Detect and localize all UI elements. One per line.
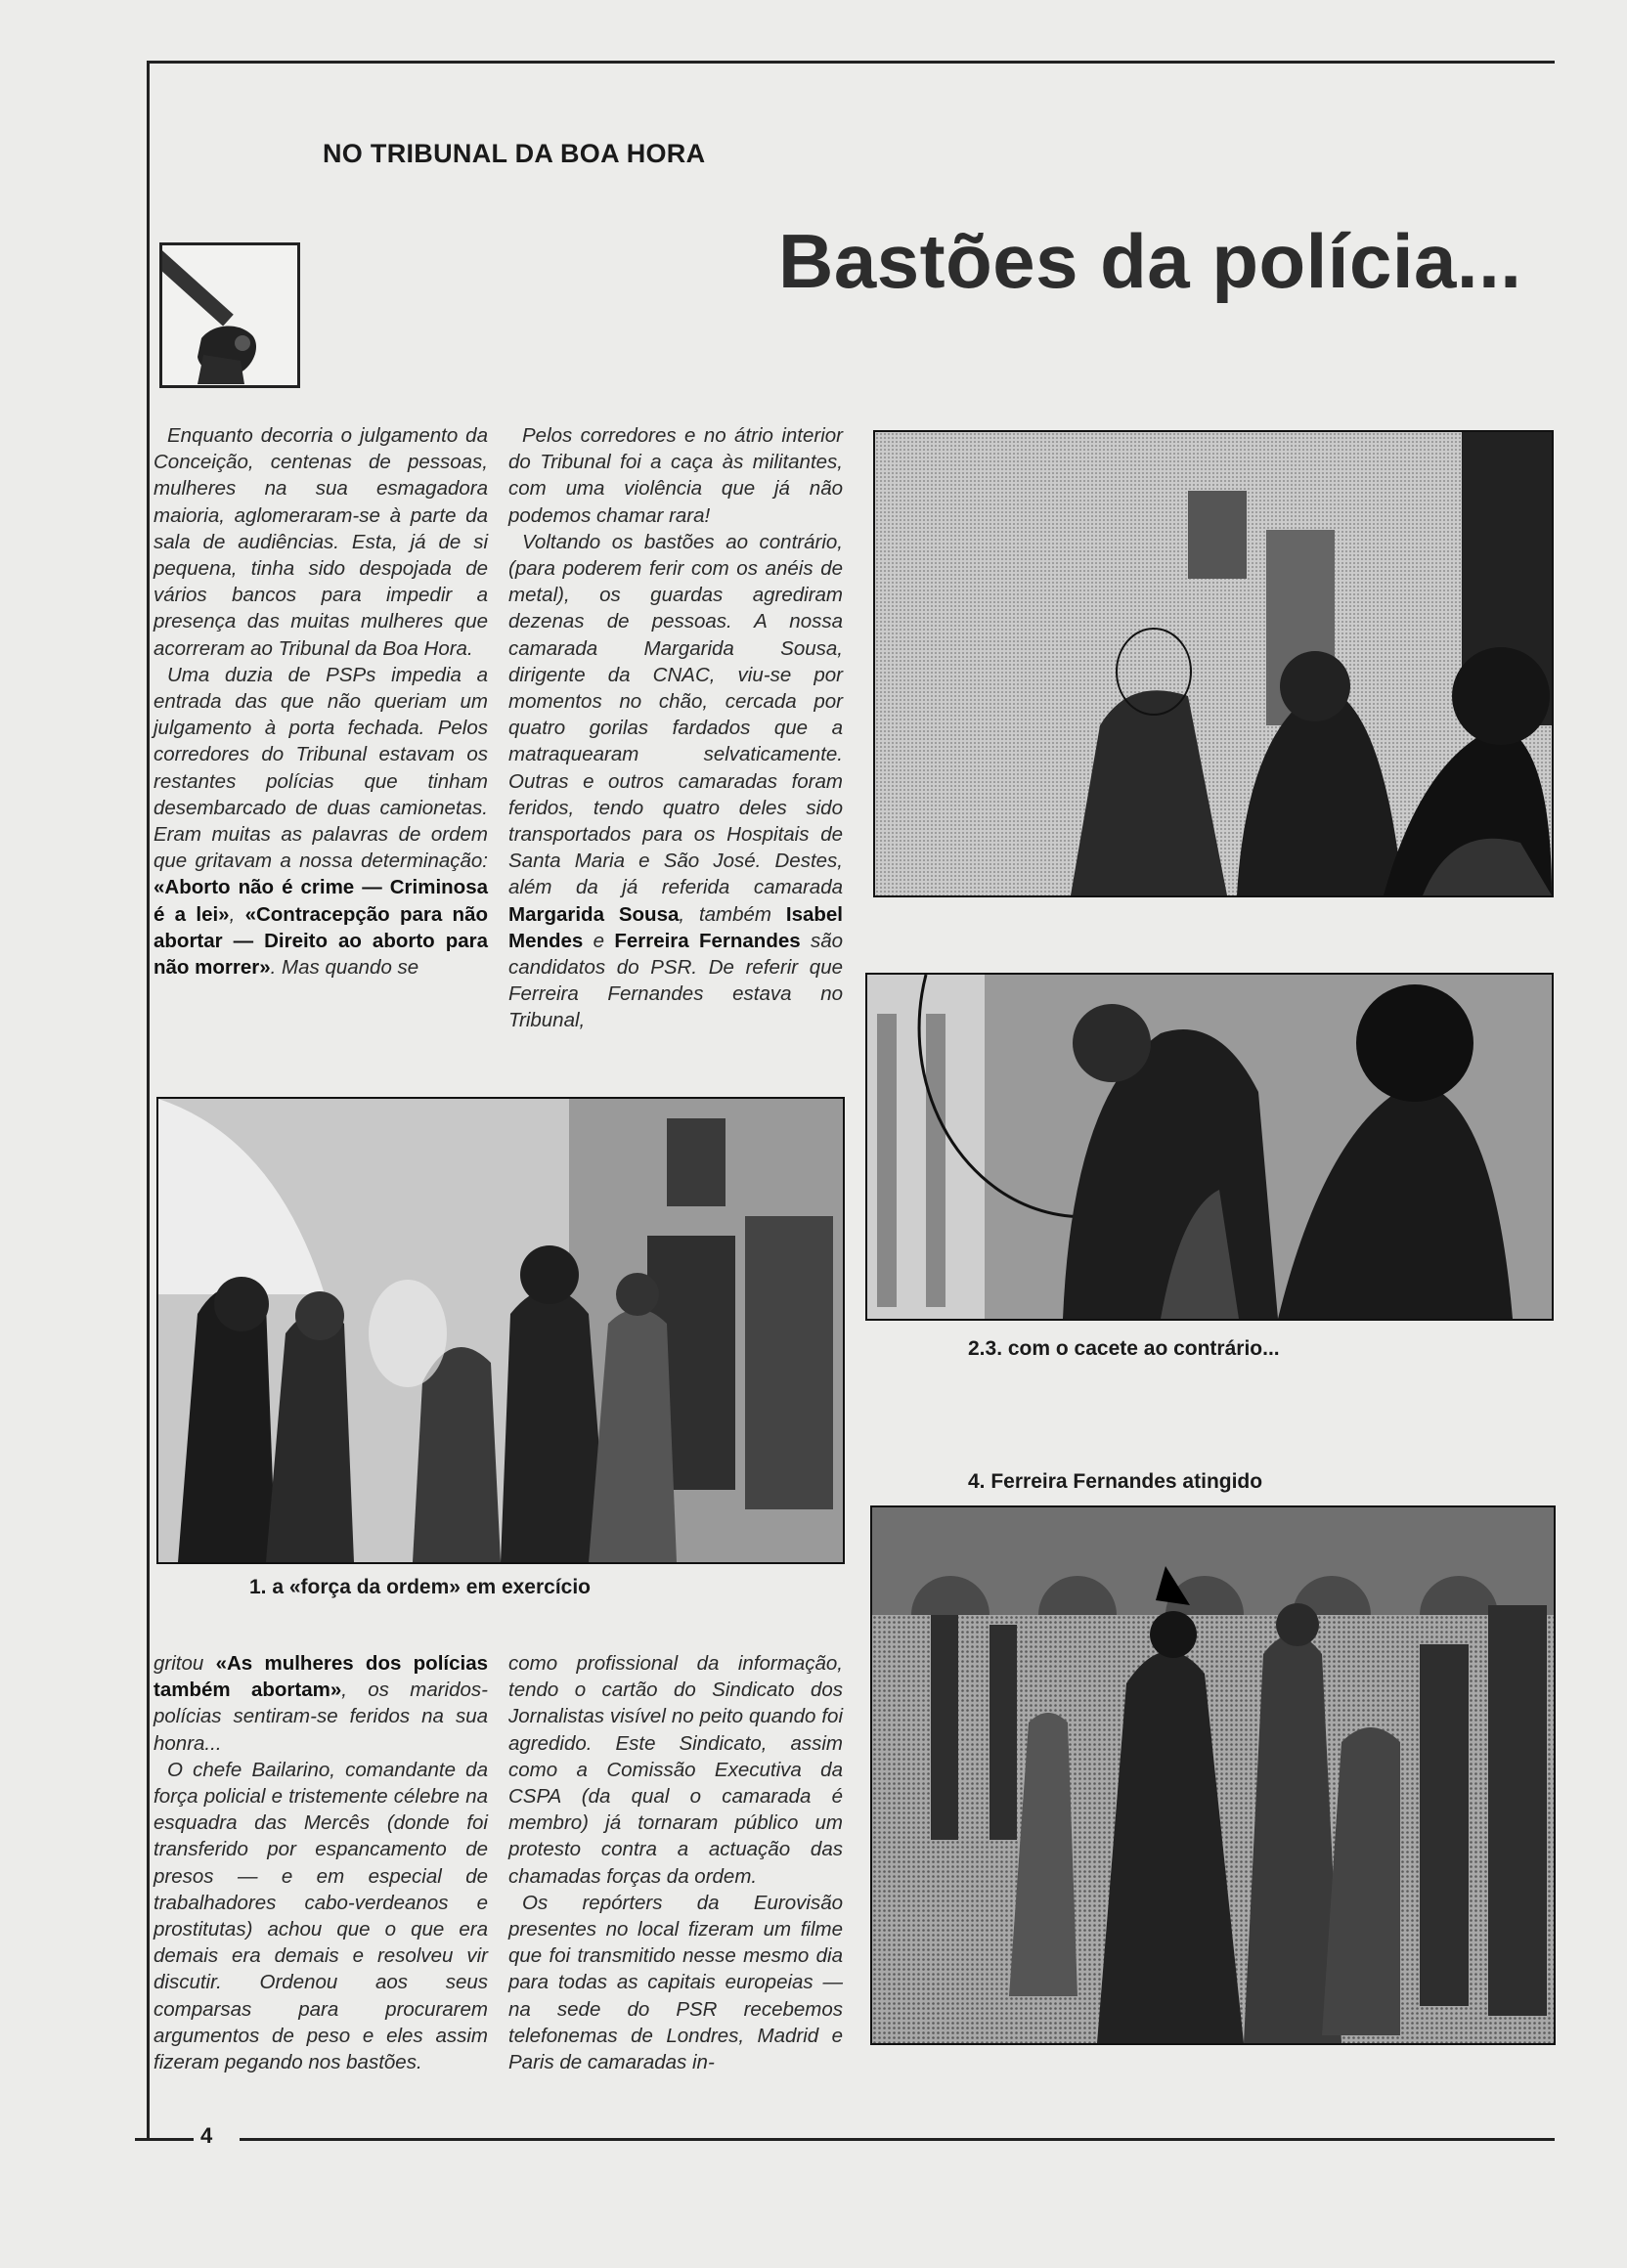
text-run: e bbox=[583, 929, 615, 952]
photo-1-police-force bbox=[156, 1097, 845, 1564]
section-kicker: NO TRIBUNAL DA BOA HORA bbox=[323, 139, 706, 168]
text-run: . Mas quando se bbox=[270, 956, 419, 980]
text-run: , os maridos-polícias sentiram-se feridos na sua honra... bbox=[154, 1679, 488, 1755]
paragraph: Enquanto decorria o julgamento da Conceição, centenas de pessoas, mulheres na sua esmagadora maioria, aglomeraram-se à parte da sala de audiências. Esta, já de si pequena, tinha sido despojada de vários bancos para impedir a presença das muitas mulheres que acorreram ao Tribunal da Boa Hora. bbox=[154, 424, 488, 660]
slogan: «Aborto não é crime — Criminosa é a lei» bbox=[154, 876, 488, 926]
page-number: 4 bbox=[200, 2123, 213, 2148]
person-name: Ferreira Fernandes bbox=[614, 929, 801, 952]
slogan: «As mulheres dos polícias também abortam» bbox=[154, 1652, 488, 1702]
paragraph: Pelos corredores e no átrio interior do Tribunal foi a caça às militantes, com uma violência que já não podemos chamar rara! bbox=[508, 424, 843, 527]
person-name: Isabel Mendes bbox=[508, 902, 843, 952]
paragraph bbox=[154, 662, 488, 981]
article-column-2 bbox=[508, 422, 843, 1034]
paragraph: Os repórters da Eurovisão presentes no local fizeram um filme que foi transmitido nesse mesmo dia para todas as capitais europeias — na sede do PSR recebemos telefonemas de Londres, Madrid e Paris de camaradas in- bbox=[508, 1891, 843, 2074]
bottom-rule-left bbox=[135, 2138, 194, 2141]
left-rule bbox=[147, 61, 150, 2141]
paragraph bbox=[154, 1650, 488, 1757]
paragraph: como profissional da informação, tendo o cartão do Sindicato dos Jornalistas visível no peito quando foi agredido. Este Sindicato, assim como a Comissão Executiva da CSPA (da qual o camarada é membro) já tornaram público um protesto contra a actuação das chamadas forças da ordem. bbox=[508, 1652, 843, 1888]
bottom-rule-right bbox=[240, 2138, 1555, 2141]
photo-4-ferreira-fernandes-hit bbox=[870, 1505, 1556, 2045]
photo-3-baton-reversed bbox=[865, 973, 1554, 1321]
baton-logo bbox=[159, 242, 300, 388]
caption-photo-4: 4. Ferreira Fernandes atingido bbox=[968, 1470, 1263, 1493]
article-column-1 bbox=[154, 422, 488, 981]
top-rule bbox=[147, 61, 1555, 64]
text-run: são candidatos do PSR. De referir que Ferreira Fernandes estava no Tribunal, bbox=[508, 929, 844, 1032]
text-run: Voltando os bastões ao contrário, (para poderem ferir com os anéis de metal), os guardas agrediram dezenas de pessoas. A nossa camarada Margarida Sousa, dirigente da CNAC, viu-se por momentos no chão, cercada por quatro gorilas fardados que a matraquearam selvaticamente. Outras e outros camaradas foram feridos, tendo quatro deles sido transportados para os Hospitais de Santa Maria e São José. Destes, além da já referida camarada bbox=[508, 530, 843, 899]
text-run: Uma duzia de PSPs impedia a entrada das que não queriam um julgamento à porta fechada. Pelos corredores do Tribunal estavam os restantes polícias que tinham desembarcado de duas camionetas. Eram muitas as palavras de ordem que gritavam a nossa determinação: bbox=[154, 663, 488, 873]
article-column-3 bbox=[154, 1650, 488, 2075]
text-run: , bbox=[229, 902, 245, 926]
photo-2-scuffle bbox=[873, 430, 1554, 897]
text-run: , também bbox=[679, 902, 786, 926]
baton-icon bbox=[162, 245, 297, 385]
paragraph bbox=[508, 529, 843, 1034]
caption-photo-1: 1. a «força da ordem» em exercício bbox=[249, 1576, 592, 1598]
headline: Bastões da polícia... bbox=[778, 218, 1522, 304]
text-run: gritou bbox=[154, 1652, 216, 1675]
caption-photo-2-3: 2.3. com o cacete ao contrário... bbox=[968, 1337, 1280, 1360]
slogan: «Contracepção para não abortar — Direito ao aborto para não morrer» bbox=[154, 902, 488, 980]
paragraph: O chefe Bailarino, comandante da força policial e tristemente célebre na esquadra das Mercês (donde foi transferido por espancamento de presos — e em especial de trabalhadores cabo-verdeanos e prostitutas) achou que o que era demais era demais e resolveu vir discutir. Ordenou aos seus comparsas para procurarem argumentos de peso e eles assim fizeram pegando nos bastões. bbox=[154, 1758, 488, 2074]
person-name: Margarida Sousa bbox=[508, 902, 680, 926]
article-column-4 bbox=[508, 1650, 843, 2075]
